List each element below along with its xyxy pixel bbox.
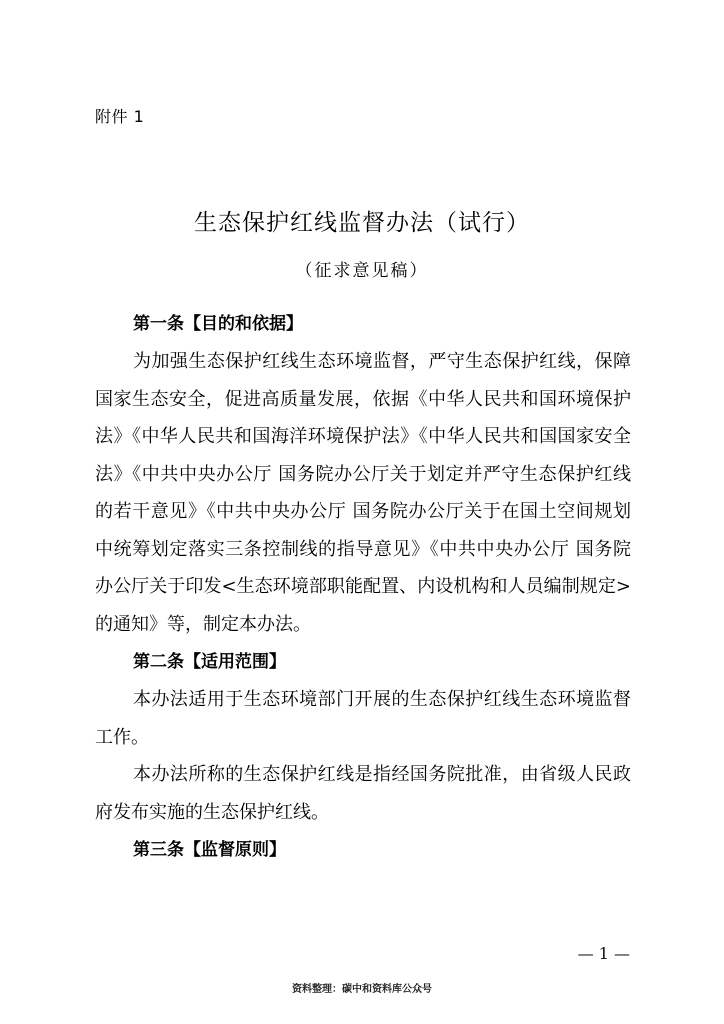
article-1-heading: 第一条【目的和依据】 <box>133 314 303 334</box>
document-title: 生态保护红线监督办法（试行） <box>194 210 530 236</box>
footer-credit: 资料整理：碳中和资料库公众号 <box>292 984 432 995</box>
article-2-paragraph-1: 本办法适用于生态环境部门开展的生态保护红线生态环境监督工作。 <box>95 689 631 748</box>
attachment-label: 附件 1 <box>95 107 145 126</box>
article-3-heading: 第三条【监督原则】 <box>133 840 286 860</box>
article-2-heading: 第二条【适用范围】 <box>133 652 286 672</box>
article-1-paragraph-1: 为加强生态保护红线生态环境监督，严守生态保护红线，保障国家生态安全，促进高质量发展，依据《中华人民共和国环境保护法》《中华人民共和国海洋环境保护法》《中华人民共和国国家安全法》《中共中央办公厅 国务院办公厅关于划定并严守生态保护红线的若干意见》《中共中央办公厅 国务院办公厅关于在国土空间规划中统筹划定落实三条控制线的指导意见》《中共中央办公厅 国务院办公厅关于印发<生态环境部职能配置、内设机构和人员编制规定>的通知》等，制定本办法。 <box>95 351 631 635</box>
document-body <box>95 305 631 869</box>
article-2-paragraph-2: 本办法所称的生态保护红线是指经国务院批准，由省级人民政府发布实施的生态保护红线。 <box>95 764 631 823</box>
document-subtitle: （征求意见稿） <box>295 261 429 281</box>
page-number: — 1 — <box>577 944 630 963</box>
